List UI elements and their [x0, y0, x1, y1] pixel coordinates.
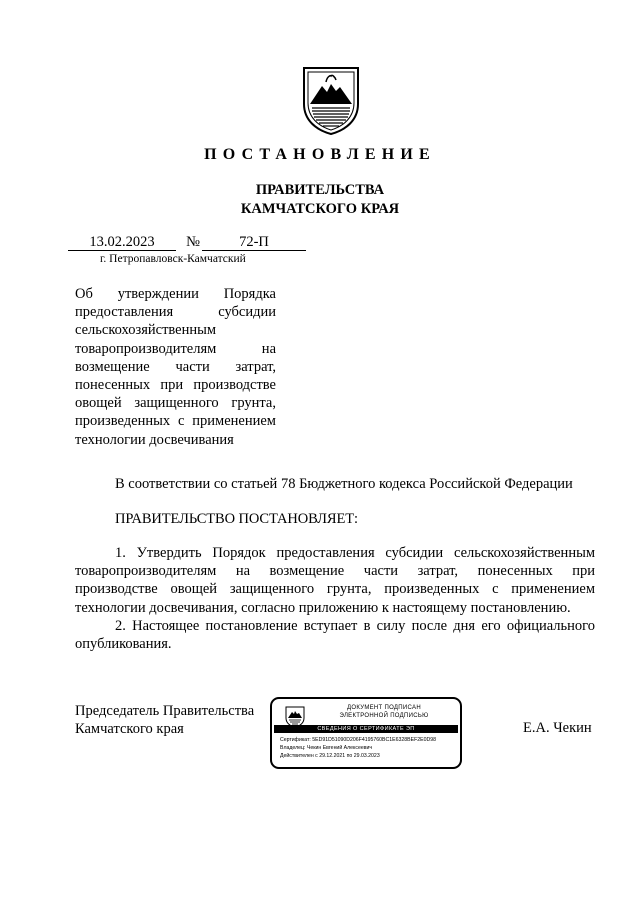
stamp-validity: Действителен с 29.12.2021 по 29.03.2023 [280, 753, 380, 759]
stamp-owner: Владелец: Чекин Евгений Алексеевич [280, 745, 373, 751]
issuer-line-1: ПРАВИТЕЛЬСТВА [255, 182, 385, 198]
item-1-line: производстве овощей защищенного грунта, произведенных с применением [75, 581, 595, 598]
title-line: предоставления субсидии [75, 304, 276, 321]
position-line-1: Председатель Правительства [75, 703, 255, 719]
item-2-line: 2. Настоящее постановление вступает в силу после дня его официального [115, 617, 595, 634]
signatory-name: Е.А. Чекин [523, 720, 592, 736]
stamp-header-line-2: ЭЛЕКТРОННОЙ ПОДПИСЬЮ [339, 713, 429, 719]
stamp-certificate-band: СВЕДЕНИЯ О СЕРТИФИКАТЕ ЭП [274, 725, 458, 733]
date-number-row [68, 234, 308, 252]
title-line: сельскохозяйственным [75, 322, 217, 339]
issuer-line-2: КАМЧАТСКОГО КРАЯ [240, 201, 400, 217]
title-line: технологии досвечивания [75, 431, 234, 448]
document-number: 72-П [202, 234, 306, 251]
title-line: Об утверждении Порядка [75, 286, 276, 302]
stamp-certificate: Сертификат: 5ED91D51090D206F4195760BC1E6328BEF2E0D98 [280, 737, 436, 743]
electronic-signature-stamp [270, 697, 462, 769]
title-line: овощей защищенного грунта, [75, 395, 276, 412]
title-line: возмещение части затрат, [75, 358, 276, 375]
title-line: произведенных с применением [75, 413, 276, 430]
decree-statement: ПРАВИТЕЛЬСТВО ПОСТАНОВЛЯЕТ: [115, 511, 358, 527]
item-1-line: 1. Утвердить Порядок предоставления субсидии сельскохозяйственным [115, 545, 595, 561]
document-title [75, 285, 276, 449]
position-line-2: Камчатского края [75, 721, 184, 737]
item-1-line: технологии досвечивания, согласно приложению к настоящему постановлению. [75, 599, 571, 616]
item-1-line: товаропроизводителям на возмещение части затрат, понесенных при [75, 563, 595, 580]
city: г. Петропавловск-Камчатский [100, 253, 246, 265]
item-2-line: опубликования. [75, 635, 172, 652]
title-line: понесенных при производстве [75, 376, 276, 393]
decree-items [75, 544, 595, 653]
document-type: ПОСТАНОВЛЕНИЕ [204, 146, 436, 163]
stamp-header-line-1: ДОКУМЕНТ ПОДПИСАН [347, 705, 421, 711]
title-line: товаропроизводителям на [75, 340, 276, 357]
document-date: 13.02.2023 [68, 234, 176, 251]
number-sign: № [186, 234, 200, 250]
signatory-position [75, 702, 254, 738]
legal-basis-paragraph: В соответствии со статьей 78 Бюджетного кодекса Российской Федерации [115, 476, 573, 492]
kamchatka-coat-of-arms-icon [300, 66, 362, 136]
